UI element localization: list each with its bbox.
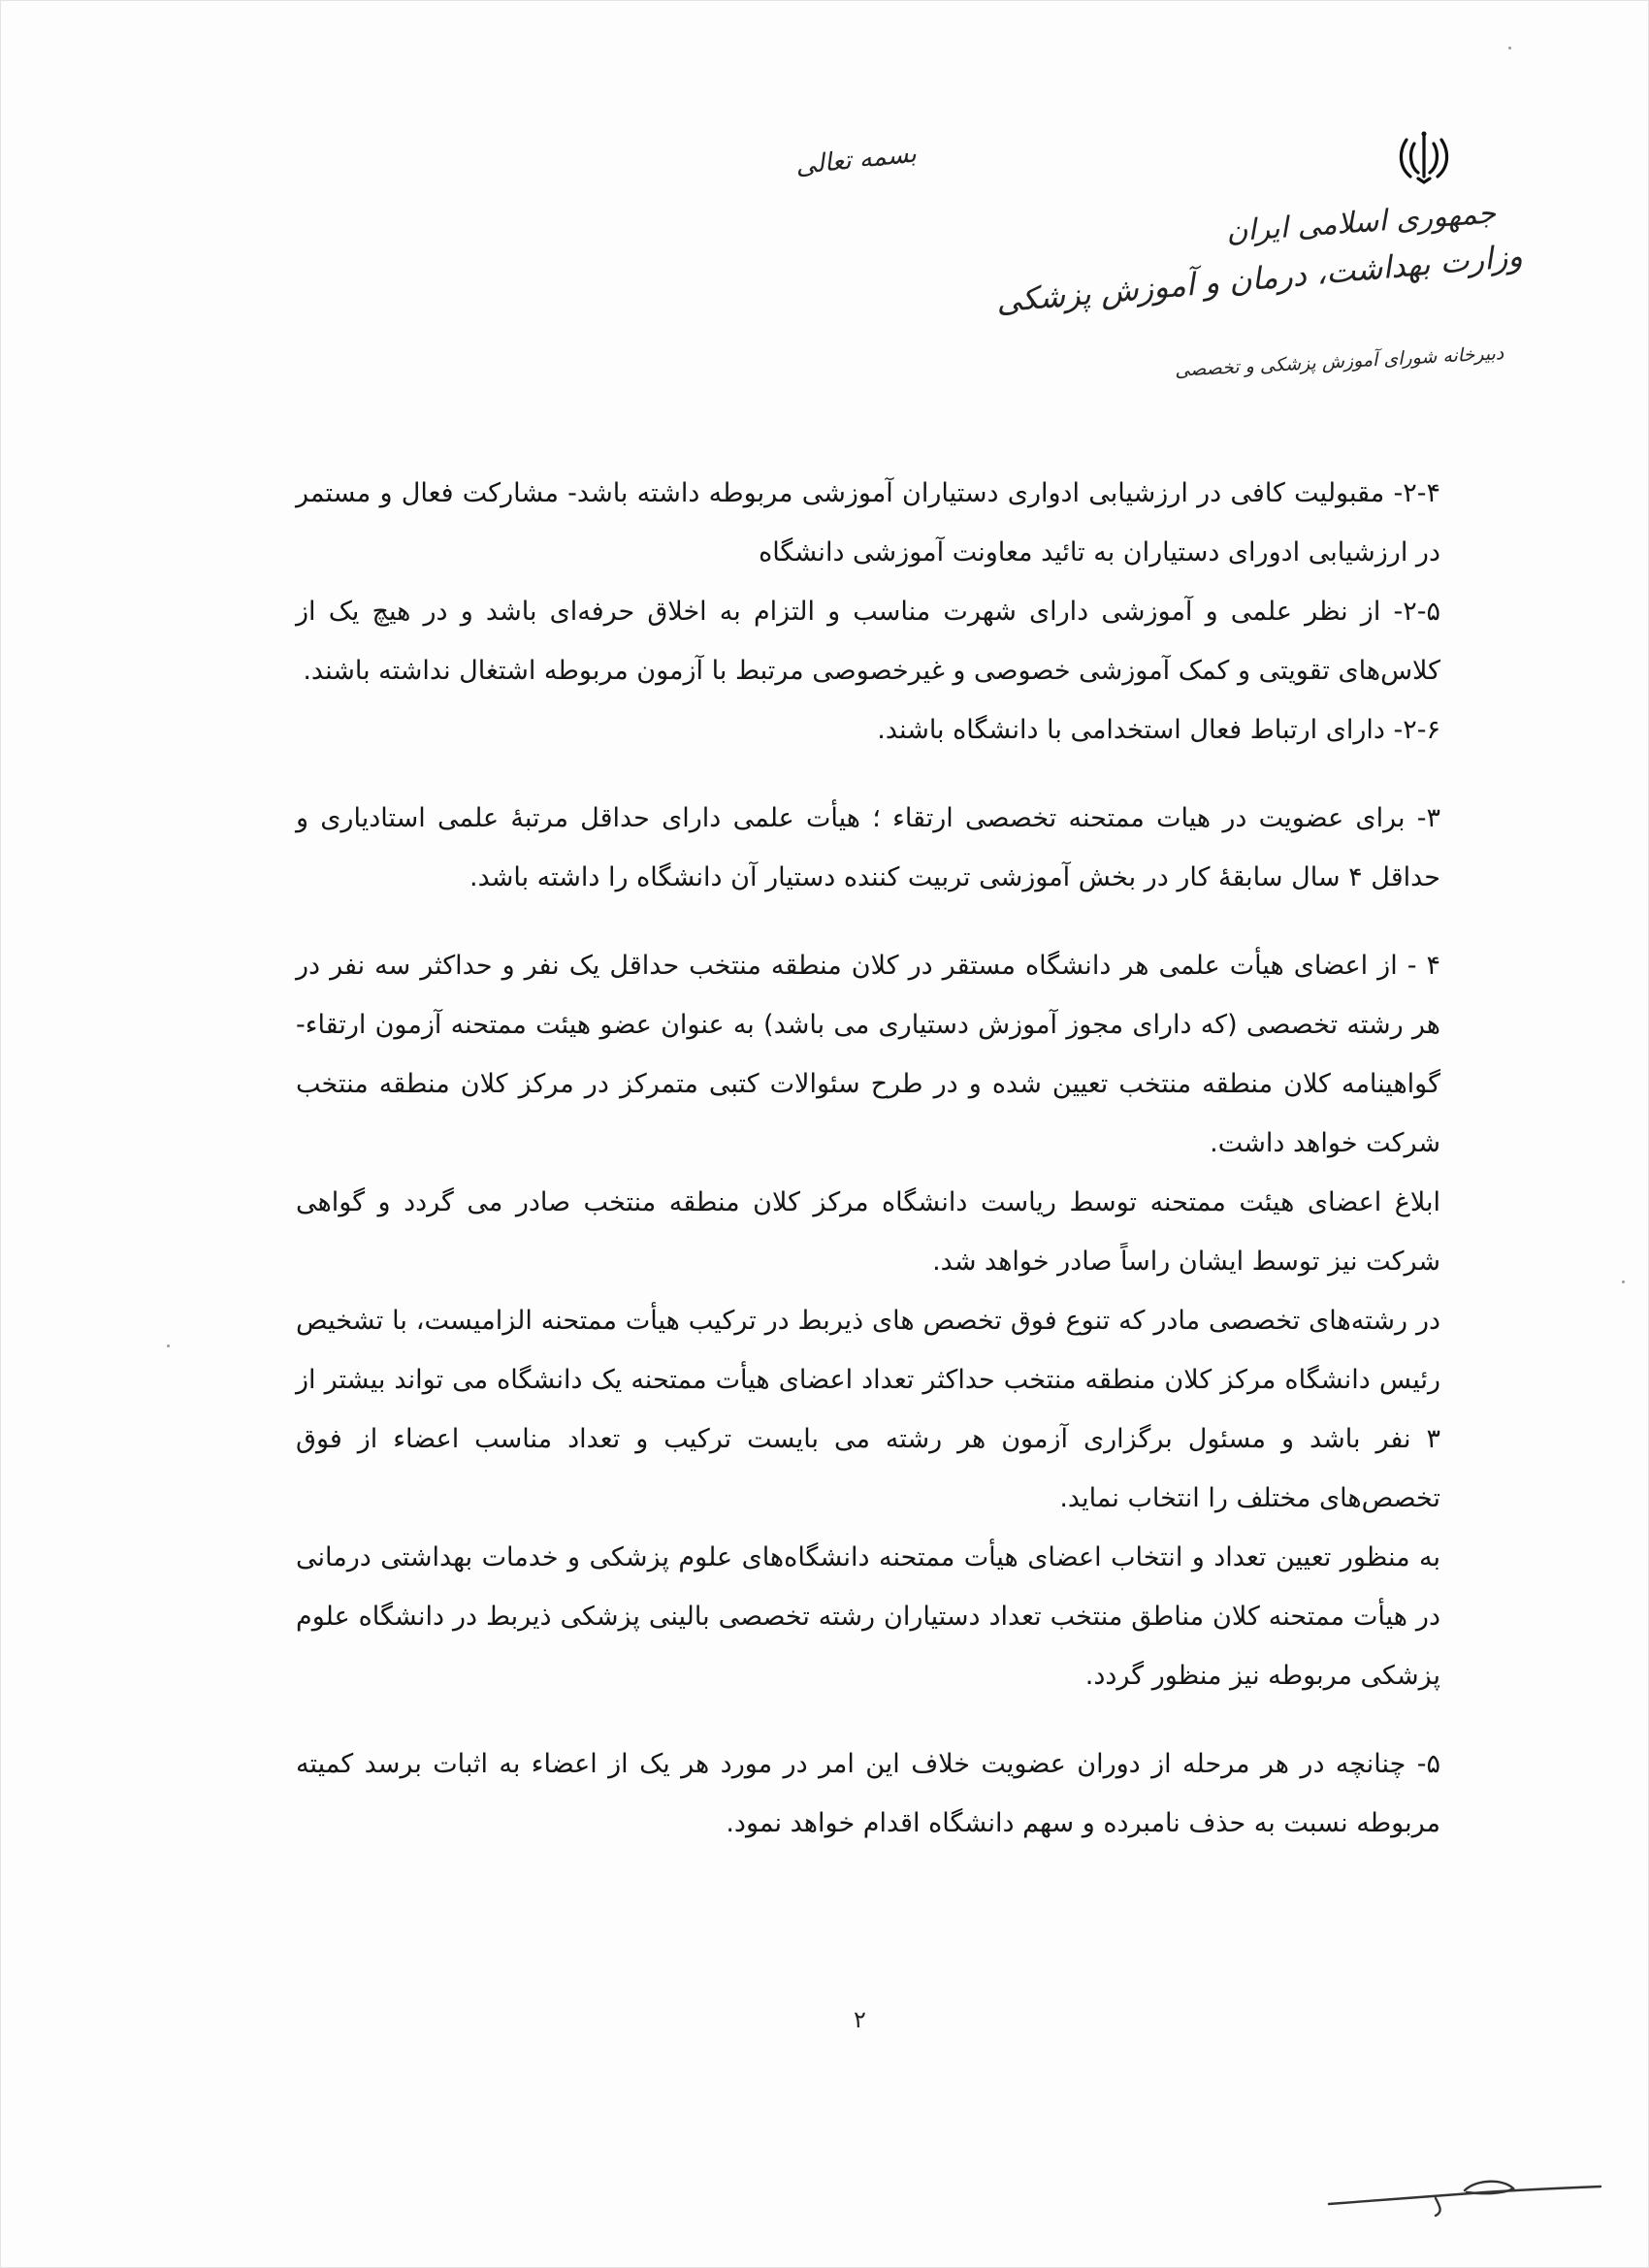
document-body	[296, 464, 1440, 1853]
bismillah-heading: بسمه تعالی	[793, 139, 919, 181]
scan-speck	[167, 1345, 170, 1347]
scan-speck	[1508, 47, 1511, 49]
paragraph-3: ۳- برای عضویت در هیات ممتحنه تخصصی ارتقاء ؛ هیأت علمی دارای حداقل مرتبهٔ علمی استادیاری و حداقل ۴ سال سابقهٔ کار در بخش آموزشی تربیت کننده دستیار آن دانشگاه را داشته باشد.	[296, 803, 1440, 892]
letterhead	[993, 126, 1524, 407]
paragraph-4-specialties: در رشته‌های تخصصی مادر که تنوع فوق تخصص های ذیربط در ترکیب هیأت ممتحنه الزامیست، با تشخیص رئیس دانشگاه مرکز کلان منطقه منتخب حداکثر تعداد اعضای هیأت ممتحنه یک دانشگاه می تواند بیشتر از ۳ نفر باشد و مسئول برگزاری آزمون هر رشته می بایست ترکیب و تعداد مناسب اعضاء از فوق تخصص‌های مختلف را انتخاب نماید.	[296, 1306, 1440, 1513]
page-number: ۲	[854, 2006, 866, 2033]
iran-emblem-icon	[1393, 126, 1455, 188]
signature-icon	[1319, 2163, 1610, 2231]
letterhead-ministry: وزارت بهداشت، درمان و آموزش پزشکی	[993, 237, 1524, 320]
paragraph-4: ۴ - از اعضای هیأت علمی هر دانشگاه مستقر در کلان منطقه منتخب حداقل یک نفر و حداکثر سه نفر در هر رشته تخصصی (که دارای مجوز آموزش دستیاری می باشد) به عنوان عضو هیئت ممتحنه آزمون ارتقاء- گواهینامه کلان منطقه منتخب تعیین شده و در طرح سئوالات کتبی متمرکز در مرکز کلان منطقه منتخب شرکت خواهد داشت.	[296, 951, 1440, 1158]
letterhead-republic: جمهوری اسلامی ایران	[1224, 196, 1497, 249]
paragraph-5: ۵- چنانچه در هر مرحله از دوران عضویت خلاف این امر در مورد هر یک از اعضاء به اثبات برسد کمیته مربوطه نسبت به حذف نامبرده و سهم دانشگاه اقدام خواهد نمود.	[296, 1749, 1440, 1838]
paragraph-2-4: ۲-۴- مقبولیت کافی در ارزشیابی ادواری دستیاران آموزشی مربوطه داشته باشد- مشارکت فعال و مستمر در ارزشیابی ادورای دستیاران به تائید معاونت آموزشی دانشگاه	[296, 478, 1440, 567]
paragraph-2-6: ۲-۶- دارای ارتباط فعال استخدامی با دانشگاه باشند.	[877, 715, 1440, 745]
paragraph-2-5: ۲-۵- از نظر علمی و آموزشی دارای شهرت مناسب و التزام به اخلاق حرفه‌ای باشد و در هیچ یک از کلاس‌های تقویتی و کمک آموزشی خصوصی و غیرخصوصی مرتبط با آزمون مربوطه اشتغال نداشته باشند.	[296, 597, 1440, 686]
scan-speck	[1622, 1280, 1625, 1283]
letterhead-secretariat: دبیرخانه شورای آموزش پزشکی و تخصصی	[1174, 342, 1504, 381]
paragraph-4-selection: به منظور تعیین تعداد و انتخاب اعضای هیأت ممتحنه دانشگاه‌های علوم پزشکی و خدمات بهداشتی درمانی در هیأت ممتحنه کلان مناطق منتخب تعداد دستیاران رشته تخصصی بالینی پزشکی ذیربط در دانشگاه علوم پزشکی مربوطه نیز منظور گردد.	[296, 1542, 1440, 1691]
paragraph-4-notification: ابلاغ اعضای هیئت ممتحنه توسط ریاست دانشگاه مرکز کلان منطقه منتخب صادر می گردد و گواهی شرکت نیز توسط ایشان راساً صادر خواهد شد.	[296, 1187, 1440, 1277]
